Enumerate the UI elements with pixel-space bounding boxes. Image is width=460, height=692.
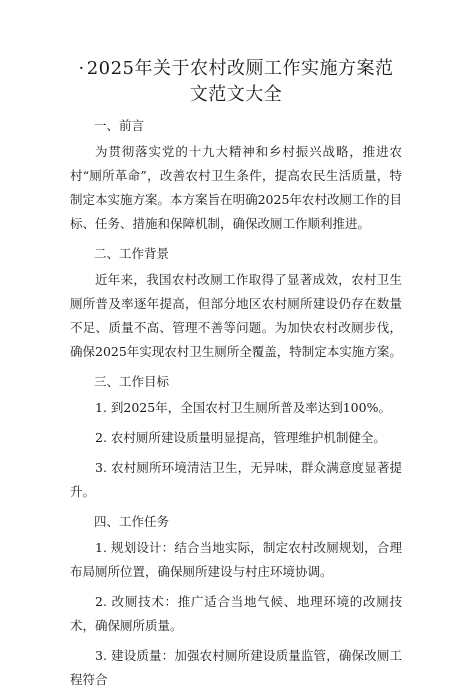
list-item: 3. 农村厕所环境清洁卫生，无异味，群众满意度显著提升。 (70, 460, 402, 499)
document-title (70, 56, 402, 108)
section-background (70, 242, 402, 364)
list-item: 2. 改厕技术：推广适合当地气候、地理环境的改厕技术，确保厕所质量。 (70, 594, 402, 633)
list-item: 3. 建设质量：加强农村厕所建设质量监管，确保改厕工程符合 (70, 648, 402, 687)
section-heading: 三、工作目标 (94, 374, 170, 389)
paragraph: 为贯彻落实党的十九大精神和乡村振兴战略，推进农村“厕所革命”，改善农村卫生条件，提高农民生活质量，特制定本实施方案。本方案旨在明确2025年农村改厕工作的目标、任务、措施和保障机制，确保改厕工作顺利推进。 (70, 144, 402, 231)
list-item: 1. 到2025年，全国农村卫生厕所普及率达到100%。 (95, 400, 391, 415)
list-item: 1. 规划设计：结合当地实际，制定农村改厕规划，合理布局厕所位置，确保厕所建设与村庄环境协调。 (70, 540, 402, 579)
section-heading: 二、工作背景 (94, 246, 170, 261)
section-preface (70, 114, 402, 236)
paragraph: 近年来，我国农村改厕工作取得了显著成效，农村卫生厕所普及率逐年提高，但部分地区农村厕所建设仍存在数量不足、质量不高、管理不善等问题。为加快农村改厕步伐，确保2025年实现农村卫生厕所全覆盖，特制定本实施方案。 (70, 272, 402, 359)
title-text: 2025年关于农村改厕工作实施方案范文范文大全 (86, 58, 394, 105)
list-item: 2. 农村厕所建设质量明显提高，管理维护机制健全。 (95, 430, 386, 445)
section-tasks (70, 510, 402, 692)
section-heading: 四、工作任务 (94, 514, 170, 529)
section-goals (70, 370, 402, 504)
section-heading: 一、前言 (94, 118, 145, 133)
title-prefix-mark: · (78, 58, 85, 79)
